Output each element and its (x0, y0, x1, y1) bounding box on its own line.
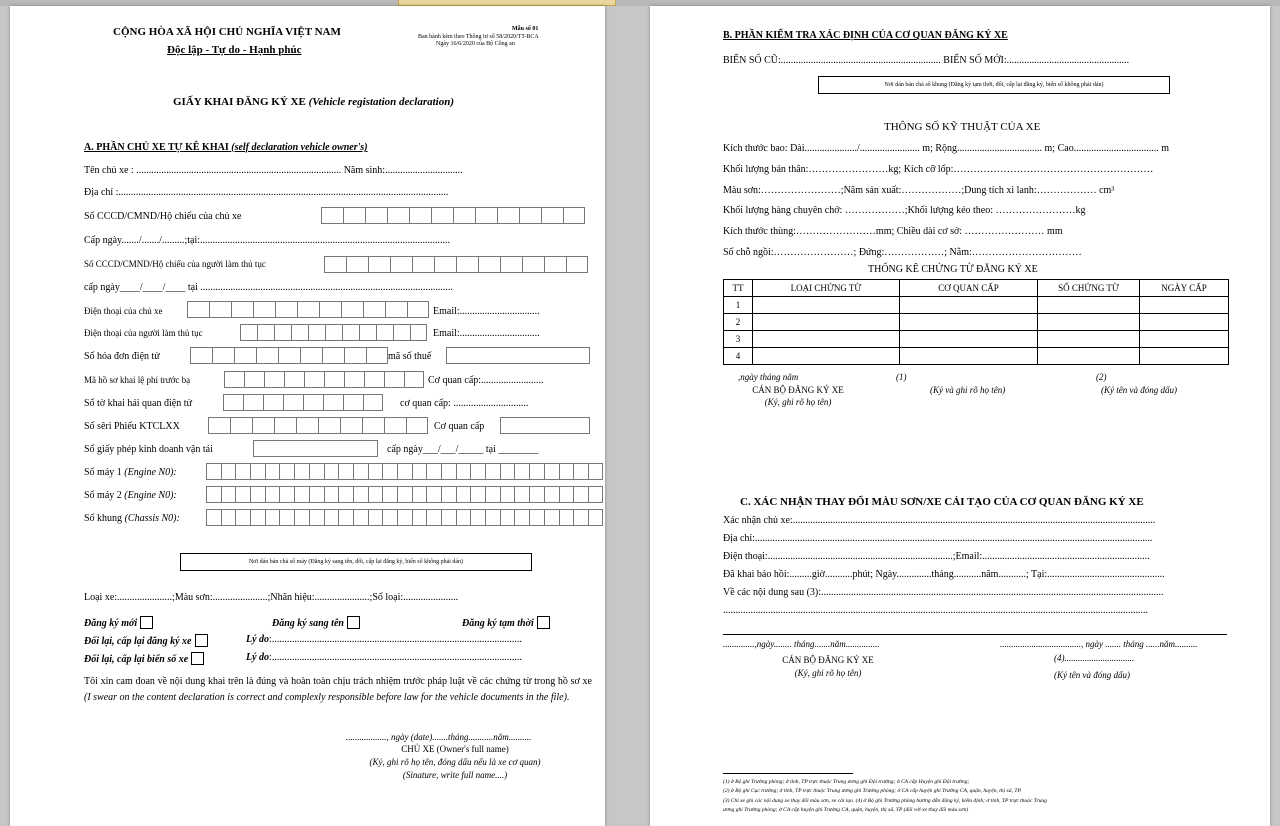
chassis-boxes[interactable] (206, 509, 603, 526)
spec-color[interactable]: Màu sơn:……………………;Năm sản xuất:………………;Dung tích xi lanh:……………… cm³ (723, 185, 1115, 196)
spec-weight[interactable]: Khối lượng bản thân:……………………kg; Kích cỡ lốp:…………………………………………………… (723, 164, 1154, 175)
tax-code-field[interactable] (446, 347, 590, 364)
owner-id-boxes[interactable] (321, 207, 585, 224)
engine-rubbing-box: Nơi dán bản chà số máy (Đăng ký sang tên, đổi, cấp lại đăng ký, biển số không phải dán) (180, 553, 532, 571)
table-cell[interactable] (1038, 348, 1140, 365)
fee-issuer[interactable]: Cơ quan cấp:......................... (428, 375, 544, 386)
license-date[interactable]: cấp ngày___/___/_____ tại ________ (387, 444, 539, 455)
reg-transfer-option[interactable]: Đăng ký sang tên (272, 616, 360, 630)
proxy-id-label: Số CCCD/CMND/Hộ chiếu của người làm thủ tục (84, 259, 266, 269)
divider (723, 634, 1227, 635)
c-owner-line[interactable]: Xác nhận chủ xe:................................................................................................................................................. (723, 515, 1156, 526)
proxy-id-boxes[interactable] (324, 256, 588, 273)
form-page-2 (650, 6, 1270, 826)
table-cell[interactable] (1140, 297, 1229, 314)
footnote-3: (3) Chỉ xe ghi các nội dung xe thay đổi màu sơn, xe cải tạo. (4) ở Bộ ghi Trưởng phòng hướng dẫn đăng ký, kiểm định; ở tỉnh, TP trực thuộc Trung (723, 798, 1047, 804)
table-cell: 3 (724, 331, 753, 348)
fee-code-label: Mã hồ sơ khai lệ phí trước bạ (84, 375, 191, 385)
engine2-label: Số máy 2 (Engine N0): (84, 490, 177, 501)
ktclxx-issuer-label: Cơ quan cấp (434, 421, 485, 432)
footnote-1: (1) ở Bộ ghi Trưởng phòng; ở tỉnh, TP trực thuộc Trung ương ghi Đội trưởng; ở CA cấp Huyện ghi Đội trưởng; (723, 779, 970, 785)
address-line[interactable]: Địa chỉ :.................................................................................................................................... (84, 187, 449, 198)
table-cell[interactable] (1038, 314, 1140, 331)
engine1-label: Số máy 1 (Engine N0): (84, 467, 177, 478)
plates-line[interactable]: BIỂN SỐ CŨ:................................................................ BIỂN SỐ MỚI:................................................. (723, 55, 1130, 66)
b-officer-note: (Ký, ghi rõ họ tên) (764, 397, 832, 407)
engine1-boxes[interactable] (206, 463, 603, 480)
table-cell[interactable] (900, 314, 1038, 331)
reissue-reg-reason[interactable]: Lý do:.................................................................................................... (246, 634, 522, 645)
ktclxx-issuer-field[interactable] (500, 417, 590, 434)
license-label: Số giấy phép kinh doanh vận tải (84, 444, 213, 455)
c-officer-note: (Ký, ghi rõ họ tên) (794, 668, 862, 678)
spec-cargo[interactable]: Khối lượng hàng chuyên chở: ………………;Khối lượng kéo theo: ……………………kg (723, 205, 1086, 216)
engine2-boxes[interactable] (206, 486, 603, 503)
owner-id-label: Số CCCD/CMND/Hộ chiếu của chủ xe (84, 211, 242, 222)
table-cell[interactable] (900, 297, 1038, 314)
spec-body[interactable]: Kích thước thùng:……………………mm; Chiều dài cơ sở: …………………… mm (723, 226, 1063, 237)
table-cell: 1 (724, 297, 753, 314)
table-row (724, 348, 1229, 365)
invoice-label: Số hóa đơn điện tử (84, 351, 160, 362)
table-row (724, 314, 1229, 331)
table-cell[interactable] (1038, 331, 1140, 348)
table-cell[interactable] (900, 331, 1038, 348)
ktclxx-boxes[interactable] (208, 417, 428, 434)
c-declared-line[interactable]: Đã khai báo hồi:.........giờ...........phút; Ngày..............tháng...........năm...........; Tại:............................................... (723, 569, 1165, 580)
table-cell[interactable] (1038, 297, 1140, 314)
table-cell[interactable] (753, 331, 900, 348)
reissue-reg-checkbox[interactable] (195, 634, 208, 647)
c-content-line[interactable]: Về các nội dung sau (3):......................................................................................................................................... (723, 587, 1164, 598)
table-cell: 4 (724, 348, 753, 365)
table-row (724, 331, 1229, 348)
table-cell[interactable] (753, 314, 900, 331)
owner-sign-date: .................., ngày (date).......tháng...........năm.......... (346, 732, 532, 742)
table-header: NGÀY CẤP (1140, 280, 1229, 297)
owner-sign-note-en: (Sinature, write full name....) (402, 770, 508, 780)
table-cell[interactable] (900, 348, 1038, 365)
proxy-phone-boxes[interactable] (240, 324, 427, 341)
proxy-issue-date-line[interactable]: cấp ngày____/____/____ tại ..................................................................................................... (84, 282, 453, 293)
proxy-phone-label: Điện thoại của người làm thủ tục (84, 328, 203, 338)
reissue-plate-checkbox[interactable] (191, 652, 204, 665)
b-officer-date: ,ngày tháng năm (738, 372, 799, 382)
table-cell[interactable] (753, 348, 900, 365)
c-phone-line[interactable]: Điện thoại:..........................................................................;Email:................................................................... (723, 551, 1150, 562)
form-number: Mẫu số 01 (512, 26, 539, 32)
table-cell[interactable] (1140, 331, 1229, 348)
table-cell[interactable] (753, 297, 900, 314)
license-field[interactable] (253, 440, 378, 457)
proxy-email[interactable]: Email:................................ (433, 328, 540, 339)
c-sign-date: ...................................., ngày ....... tháng ......năm.......... (1000, 639, 1198, 649)
footnote-divider (723, 773, 853, 774)
table-header: LOẠI CHỨNG TỪ (753, 280, 900, 297)
reissue-plate-reason[interactable]: Lý do:.................................................................................................... (246, 652, 522, 663)
form-reference-1: Ban hành kèm theo Thông tư số 58/2020/TT-BCA (418, 34, 539, 40)
spec-seats[interactable]: Số chỗ ngồi:……………………; Đứng:………………; Nằm:…………………………… (723, 247, 1082, 258)
footnote-4: ương ghi Trưởng phòng; ở CA cấp huyện ghi Trưởng CA, quận, huyện, thị xã, TP (đối với xe thay đổi màu sơn) (723, 807, 969, 813)
owner-name-line[interactable]: Tên chủ xe : .................................................................................. Năm sinh:............................... (84, 165, 463, 176)
table-cell[interactable] (1140, 314, 1229, 331)
nation-header: CỘNG HÒA XÃ HỘI CHỦ NGHĨA VIỆT NAM (113, 26, 341, 38)
spec-title: THÔNG SỐ KỸ THUẬT CỦA XE (884, 121, 1041, 133)
chassis-label: Số khung (Chassis N0): (84, 513, 180, 524)
c-sign-note: (Ký tên và đóng dấu) (1054, 670, 1130, 680)
c-address-line[interactable]: Địa chỉ:............................................................................................................................................................... (723, 533, 1153, 544)
table-header: CƠ QUAN CẤP (900, 280, 1038, 297)
reissue-plate-option[interactable]: Đổi lại, cấp lại biển số xe (84, 652, 204, 666)
section-a-heading: A. PHẦN CHỦ XE TỰ KÊ KHAI (self declaration vehicle owner's) (84, 142, 368, 153)
c-extra-line[interactable]: .......................................................................................................................................................................... (723, 605, 1148, 616)
c-officer-date: ..............,ngày........ tháng.......năm............... (723, 639, 880, 649)
table-header: TT (724, 280, 753, 297)
b-sign-1-number: (1) (896, 372, 907, 382)
documents-table-title: THỐNG KÊ CHỨNG TỪ ĐĂNG KÝ XE (868, 264, 1038, 275)
tax-code-label: mã số thuế (388, 351, 432, 362)
form-reference-2: Ngày 16/6/2020 của Bộ Công an (436, 41, 515, 47)
vehicle-type-line[interactable]: Loại xe:......................;Màu sơn:......................;Nhãn hiệu:......................;Số loại:...................... (84, 592, 459, 603)
owner-phone-label: Điện thoại của chủ xe (84, 306, 163, 316)
form-title: GIẤY KHAI ĐĂNG KÝ XE (Vehicle registation declaration) (173, 96, 455, 108)
motto: Độc lập - Tự do - Hạnh phúc (167, 44, 302, 56)
owner-sign-note: (Ký, ghi rõ họ tên, đóng dấu nếu là xe cơ quan) (369, 757, 541, 767)
owner-phone-boxes[interactable] (187, 301, 429, 318)
section-b-heading: B. PHẦN KIỂM TRA XÁC ĐỊNH CỦA CƠ QUAN ĐĂNG KÝ XE (723, 30, 1008, 41)
owner-email[interactable]: Email:................................ (433, 306, 540, 317)
reg-transfer-checkbox[interactable] (347, 616, 360, 629)
footnote-2: (2) ở Bộ ghi Cục trưởng; ở tỉnh, TP trực thuộc Trung ương ghi Trưởng phòng; ở CA cấp huyện ghi Trưởng CA, quận, huyện, thị xã, TP. (723, 788, 1022, 794)
table-cell: 2 (724, 314, 753, 331)
section-c-heading: C. XÁC NHẬN THAY ĐỔI MÀU SƠN/XE CẢI TẠO CỦA CƠ QUAN ĐĂNG KÝ XE (740, 496, 1144, 508)
c-officer-title: CÁN BỘ ĐĂNG KÝ XE (782, 655, 874, 665)
documents-table (723, 279, 1229, 365)
table-row (724, 297, 1229, 314)
reg-new-option[interactable]: Đăng ký mới (84, 616, 153, 630)
table-header: SỐ CHỨNG TỪ (1038, 280, 1140, 297)
customs-label: Số tờ khai hải quan điện tử (84, 398, 192, 409)
b-officer-title: CÁN BỘ ĐĂNG KÝ XE (752, 385, 844, 395)
owner-sign-title: CHỦ XE (Owner's full name) (401, 744, 509, 754)
reg-new-checkbox[interactable] (140, 616, 153, 629)
commitment-text: Tôi xin cam đoan về nội dung khai trên là đúng và hoàn toàn chịu trách nhiệm trước pháp luật về các chứng từ trong hồ sơ xe (I swear on the content declaration is correct and complexly responsible before law for the vehicle documents in the file). (84, 676, 592, 703)
invoice-boxes[interactable] (190, 347, 388, 364)
reg-temp-option[interactable]: Đăng ký tạm thời (462, 616, 550, 630)
b-sign-1-note: (Ký và ghi rõ họ tên) (930, 385, 1006, 395)
spec-dimensions[interactable]: Kích thước bao: Dài...................../........................ m; Rộng.................................. m; Cao.................................. m (723, 143, 1169, 154)
b-sign-2-note: (Ký tên và đóng dấu) (1101, 385, 1177, 395)
ktclxx-label: Số sêri Phiếu KTCLXX (84, 421, 180, 432)
fee-code-boxes[interactable] (224, 371, 424, 388)
customs-boxes[interactable] (223, 394, 383, 411)
b-sign-2-number: (2) (1096, 372, 1107, 382)
reg-temp-checkbox[interactable] (537, 616, 550, 629)
form-page-1 (10, 6, 605, 826)
table-header-row (724, 280, 1229, 297)
table-cell[interactable] (1140, 348, 1229, 365)
reissue-reg-option[interactable]: Đổi lại, cấp lại đăng ký xe (84, 634, 208, 648)
c-sign-number: (4)............................... (1054, 653, 1135, 663)
issue-date-line[interactable]: Cấp ngày......./......./.........;tại:.................................................................................................... (84, 235, 451, 246)
customs-issuer[interactable]: cơ quan cấp: .............................. (400, 398, 529, 409)
chassis-rubbing-box: Nơi dán bản chà số khung (Đăng ký tạm thời, đổi, cấp lại đăng ký, biển số không phải dán) (818, 76, 1170, 94)
